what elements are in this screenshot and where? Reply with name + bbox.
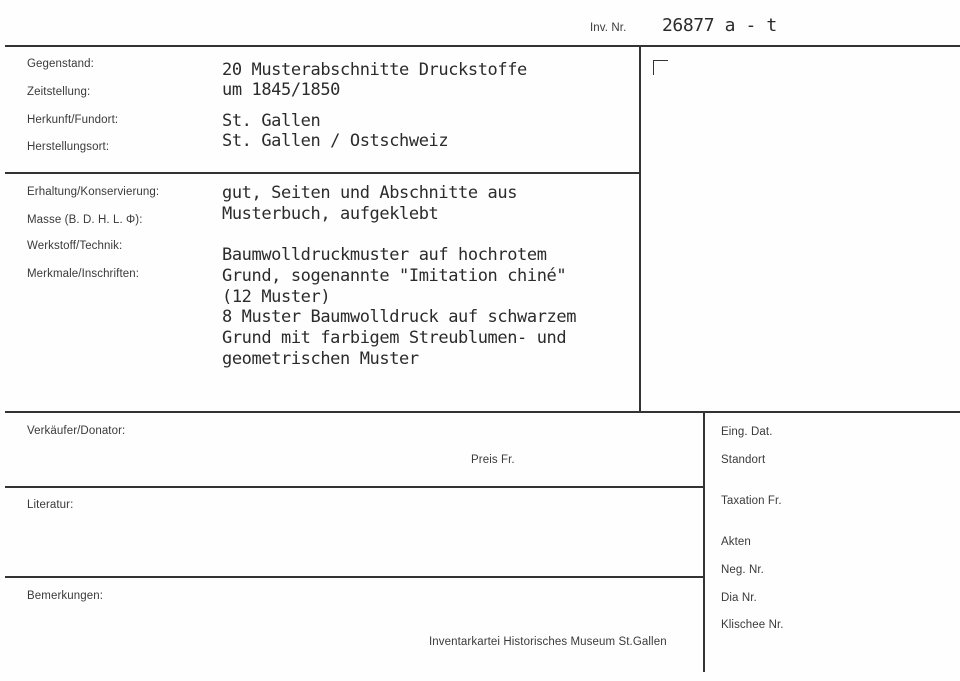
desc-line-8: Grund mit farbigem Streublumen- und — [222, 328, 567, 348]
desc-line-6: (12 Muster) — [222, 287, 331, 307]
label-klischee-nr: Klischee Nr. — [721, 619, 784, 631]
label-zeitstellung: Zeitstellung: — [27, 86, 91, 98]
value-zeitstellung: um 1845/1850 — [222, 80, 341, 100]
label-gegenstand: Gegenstand: — [27, 58, 94, 70]
label-neg-nr: Neg. Nr. — [721, 564, 764, 576]
label-merkmale: Merkmale/Inschriften: — [27, 268, 140, 280]
label-literatur: Literatur: — [27, 499, 74, 511]
label-verkaeufer: Verkäufer/Donator: — [27, 425, 126, 437]
desc-line-2: Musterbuch, aufgeklebt — [222, 204, 439, 224]
rule-top — [5, 45, 960, 47]
label-taxation: Taxation Fr. — [721, 495, 782, 507]
label-herstellungsort: Herstellungsort: — [27, 141, 110, 153]
corner-mark — [653, 60, 668, 75]
label-bemerkungen: Bemerkungen: — [27, 590, 103, 602]
desc-line-4: Baumwolldruckmuster auf hochrotem — [222, 245, 547, 265]
label-herkunft: Herkunft/Fundort: — [27, 114, 119, 126]
label-masse: Masse (B. D. H. L. Φ): — [27, 214, 143, 226]
desc-line-1: gut, Seiten und Abschnitte aus — [222, 183, 518, 203]
label-standort: Standort — [721, 454, 766, 466]
value-gegenstand: 20 Musterabschnitte Druckstoffe — [222, 60, 527, 80]
rule-literatur-bottom — [5, 576, 703, 578]
inv-nr-value: 26877 a - t — [662, 15, 777, 36]
label-erhaltung: Erhaltung/Konservierung: — [27, 186, 160, 198]
desc-line-7: 8 Muster Baumwolldruck auf schwarzem — [222, 307, 577, 327]
inv-nr-label: Inv. Nr. — [590, 22, 627, 34]
desc-line-9: geometrischen Muster — [222, 349, 419, 369]
label-preis: Preis Fr. — [471, 454, 515, 466]
label-dia-nr: Dia Nr. — [721, 592, 757, 604]
label-akten: Akten — [721, 536, 751, 548]
label-werkstoff: Werkstoff/Technik: — [27, 240, 123, 252]
rule-section1-bottom — [5, 172, 639, 174]
rule-right-column — [703, 411, 705, 672]
value-herkunft: St. Gallen — [222, 111, 321, 131]
rule-verkaeufer-bottom — [5, 486, 703, 488]
rule-center-vertical — [639, 45, 641, 412]
rule-section2-bottom — [5, 411, 960, 413]
value-herstellungsort: St. Gallen / Ostschweiz — [222, 131, 449, 151]
desc-line-5: Grund, sogenannte "Imitation chiné" — [222, 266, 567, 286]
footer-institution: Inventarkartei Historisches Museum St.Gallen — [429, 636, 667, 648]
label-eing-dat: Eing. Dat. — [721, 426, 773, 438]
